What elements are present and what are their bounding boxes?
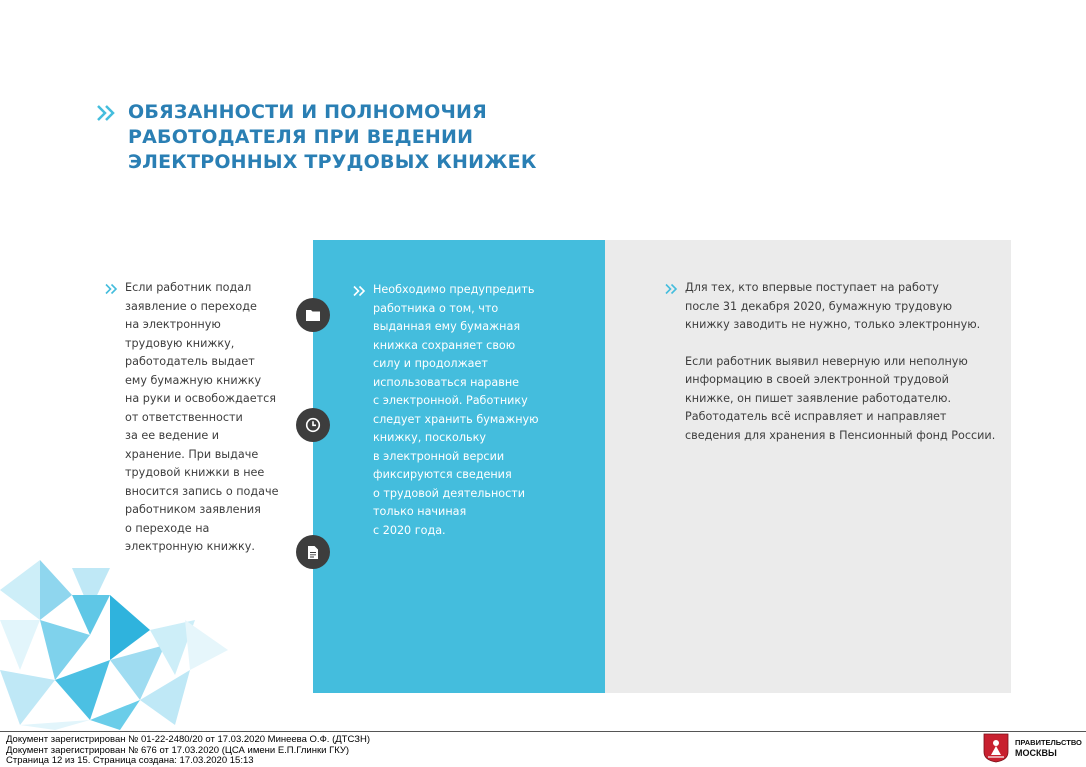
text-line: Необходимо предупредить (373, 283, 535, 296)
page-title (128, 100, 537, 175)
text-line: вносится запись о подаче (125, 484, 279, 498)
registration-footer (6, 735, 370, 767)
text-line: Работодатель всё исправляет и направляет (685, 410, 947, 423)
document-icon (307, 545, 319, 560)
title-line: ЭЛЕКТРОННЫХ ТРУДОВЫХ КНИЖЕК (128, 151, 537, 173)
left-column (105, 279, 295, 557)
text-line: о трудовой деятельности (373, 486, 526, 500)
text-line: сведения для хранения в Пенсионный фонд России. (685, 428, 996, 442)
text-line: с электронной. Работнику (373, 394, 528, 407)
text-line: работником заявления (125, 503, 261, 516)
text-line: Для тех, кто впервые поступает на работу (685, 281, 939, 294)
text-line: работника о том, что (373, 301, 499, 315)
text-line: Если работник выявил неверную или неполную (685, 354, 968, 368)
title-line: ОБЯЗАННОСТИ И ПОЛНОМОЧИЯ (128, 101, 487, 123)
text-line: фиксируются сведения (373, 468, 512, 481)
text-line: трудовую книжку, (125, 336, 235, 350)
text-line: хранение. При выдаче (125, 447, 259, 461)
text-line: выданная ему бумажная (373, 320, 521, 333)
title-line: РАБОТОДАТЕЛЯ ПРИ ВЕДЕНИИ (128, 126, 474, 148)
right-paragraph (685, 279, 1005, 445)
footer-divider (0, 731, 1086, 732)
text-line: от ответственности (125, 410, 243, 424)
text-line: на электронную (125, 318, 221, 331)
text-line: после 31 декабря 2020, бумажную трудовую (685, 299, 953, 313)
right-column (665, 279, 1005, 445)
text-line: силу и продолжает (373, 357, 488, 370)
middle-column (353, 281, 593, 540)
text-line: Если работник подал (125, 281, 252, 294)
text-line: на руки и освобождается (125, 392, 276, 405)
double-chevron-icon (105, 283, 119, 295)
text-line: работодатель выдает (125, 355, 255, 368)
folder-icon (305, 308, 321, 322)
footer-line: Страница 12 из 15. Страница создана: 17.03.2020 15:13 (6, 755, 254, 766)
gov-text-line: ПРАВИТЕЛЬСТВО (1015, 738, 1082, 747)
text-line: за ее ведение и (125, 429, 220, 442)
gov-logo (983, 733, 1082, 763)
text-line: следует хранить бумажную (373, 412, 539, 426)
page-title-block (96, 100, 537, 175)
text-line: заявление о переходе (125, 299, 257, 313)
left-paragraph (125, 279, 295, 557)
clock-icon (305, 417, 321, 433)
text-line: электронную книжку. (125, 540, 255, 553)
footer-line: Документ зарегистрирован № 01-22-2480/20 от 17.03.2020 Минеева О.Ф. (ДТСЗН) (6, 734, 370, 745)
text-line: использоваться наравне (373, 375, 520, 389)
text-line: только начиная (373, 505, 467, 518)
clock-icon-badge (296, 408, 330, 442)
folder-icon-badge (296, 298, 330, 332)
double-chevron-icon (665, 283, 679, 295)
text-line: информацию в своей электронной трудовой (685, 373, 949, 386)
document-icon-badge (296, 535, 330, 569)
double-chevron-icon (96, 103, 120, 123)
text-line: о переходе на (125, 521, 210, 535)
text-line: книжке, он пишет заявление работодателю. (685, 391, 952, 405)
text-line: с 2020 года. (373, 523, 446, 537)
text-line: книжку, поскольку (373, 431, 486, 444)
text-line: трудовой книжки в нее (125, 466, 265, 479)
double-chevron-icon (353, 285, 367, 297)
middle-paragraph (373, 281, 553, 540)
gov-text-line: МОСКВЫ (1015, 748, 1057, 758)
footer-line: Документ зарегистрирован № 676 от 17.03.2020 (ЦСА имени Е.П.Глинки ГКУ) (6, 744, 350, 756)
moscow-emblem-icon (983, 733, 1009, 763)
decorative-triangles (0, 560, 240, 730)
text-line: в электронной версии (373, 449, 505, 463)
text-line: книжку заводить не нужно, только электронную. (685, 318, 981, 331)
text-line: книжка сохраняет свою (373, 338, 516, 352)
text-line: ему бумажную книжку (125, 373, 262, 387)
gov-text (1015, 737, 1082, 759)
paragraph-gap (685, 335, 1005, 353)
